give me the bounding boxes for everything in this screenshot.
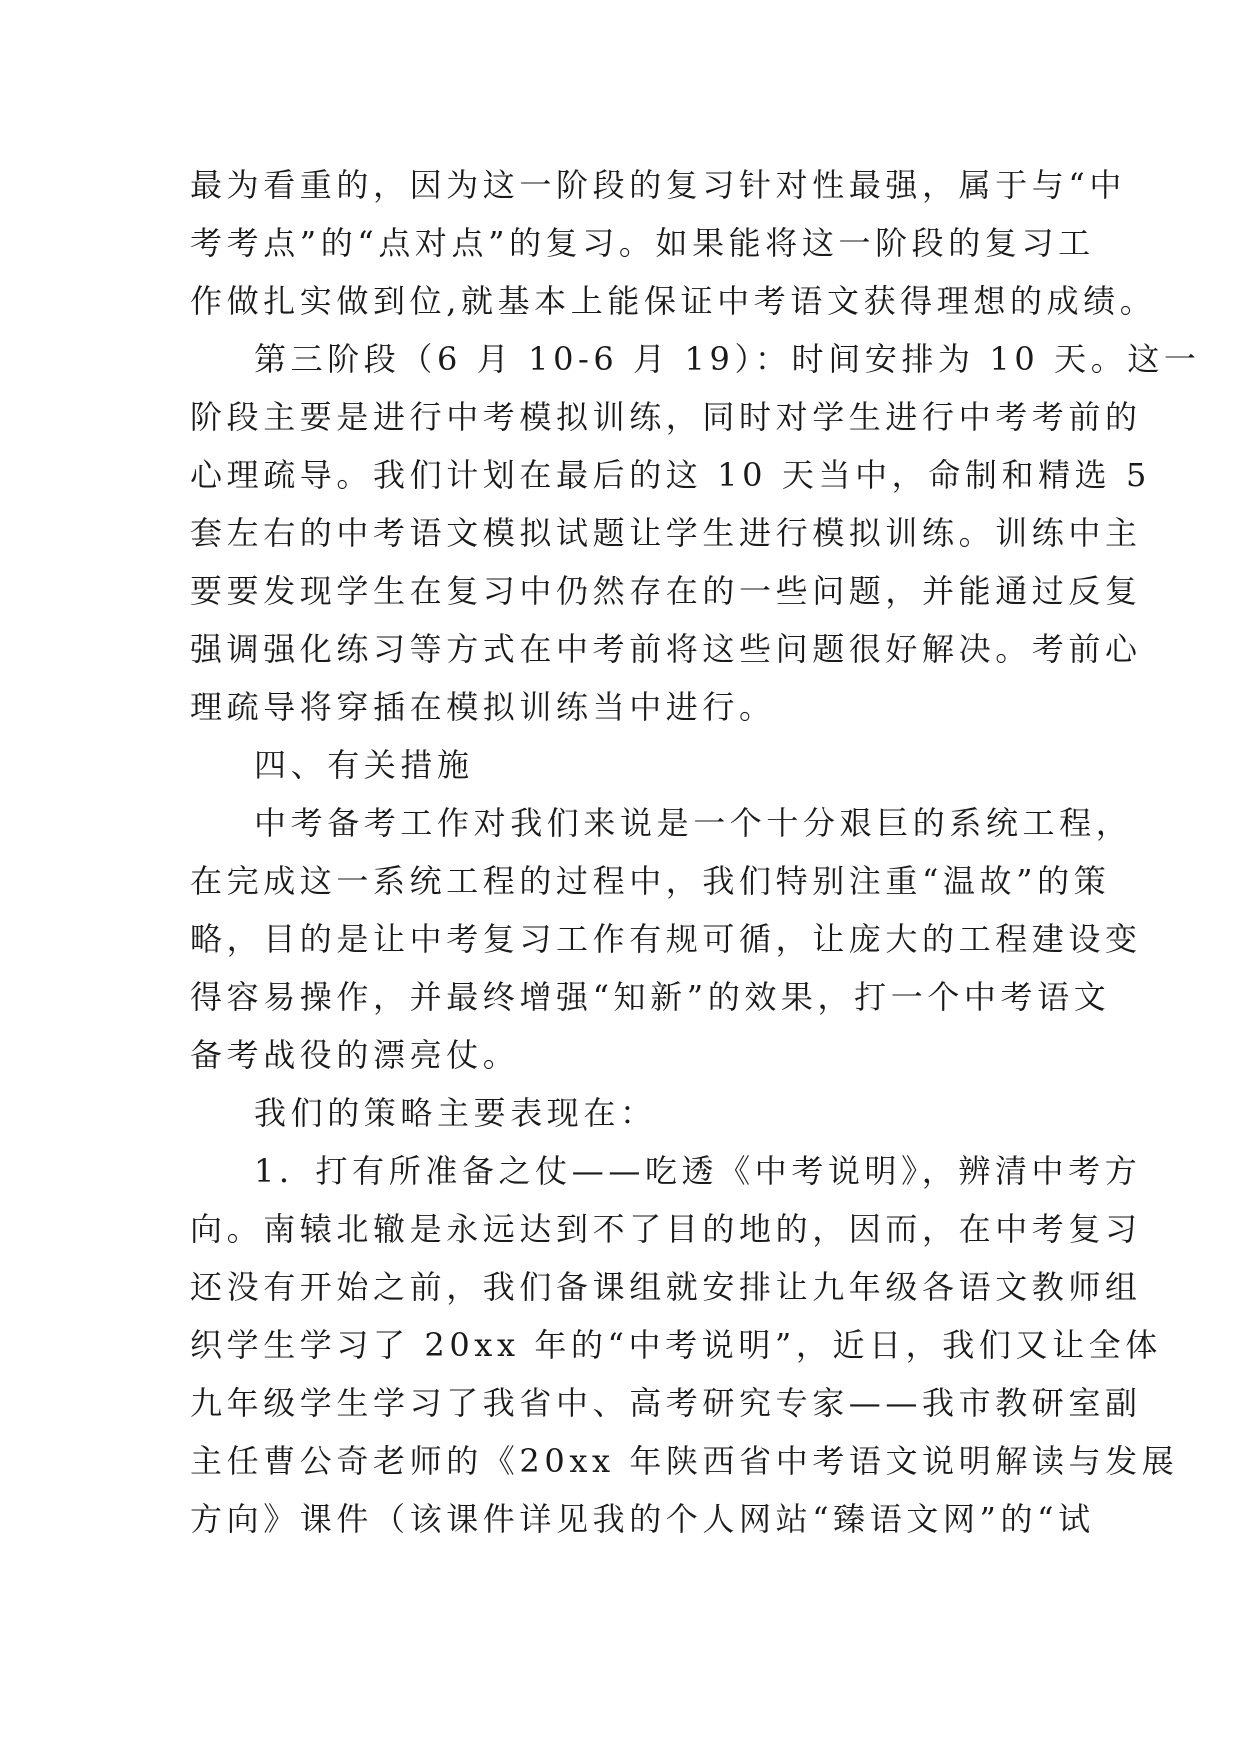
text-line: 第三阶段（6 月 10-6 月 19）：时间安排为 10 天。这一 bbox=[254, 340, 1201, 378]
text-line: 套左右的中考语文模拟试题让学生进行模拟训练。训练中主 bbox=[190, 514, 1142, 552]
text-line: 向。南辕北辙是永远达到不了目的地的，因而，在中考复习 bbox=[190, 1210, 1142, 1248]
text-line: 略，目的是让中考复习工作有规可循，让庞大的工程建设变 bbox=[190, 920, 1142, 958]
text-line: 主任曹公奇老师的《20xx 年陕西省中考语文说明解读与发展 bbox=[190, 1442, 1179, 1480]
text-line: 理疏导将穿插在模拟训练当中进行。 bbox=[190, 688, 776, 726]
text-line: 在完成这一系统工程的过程中，我们特别注重“温故”的策 bbox=[190, 862, 1111, 900]
text-line: 我们的策略主要表现在： bbox=[254, 1094, 657, 1132]
text-line: 还没有开始之前，我们备课组就安排让九年级各语文教师组 bbox=[190, 1268, 1142, 1306]
text-line: 最为看重的，因为这一阶段的复习针对性最强，属于与“中 bbox=[190, 166, 1126, 204]
text-line: 心理疏导。我们计划在最后的这 10 天当中，命制和精选 5 bbox=[190, 456, 1151, 494]
section-heading: 四、有关措施 bbox=[254, 746, 474, 784]
text-line: 方向》课件（该课件详见我的个人网站“臻语文网”的“试 bbox=[190, 1500, 1095, 1538]
text-line: 织学生学习了 20xx 年的“中考说明”，近日，我们又让全体 bbox=[190, 1326, 1162, 1364]
text-line: 作做扎实做到位,就基本上能保证中考语文获得理想的成绩。 bbox=[190, 282, 1157, 320]
text-line: 备考战役的漂亮仗。 bbox=[190, 1036, 520, 1074]
text-line: 要要发现学生在复习中仍然存在的一些问题，并能通过反复 bbox=[190, 572, 1142, 610]
text-line: 中考备考工作对我们来说是一个十分艰巨的系统工程， bbox=[254, 804, 1133, 842]
text-line: 强调强化练习等方式在中考前将这些问题很好解决。考前心 bbox=[190, 630, 1142, 668]
text-line: 考考点”的“点对点”的复习。如果能将这一阶段的复习工 bbox=[190, 224, 1095, 262]
text-line: 阶段主要是进行中考模拟训练，同时对学生进行中考考前的 bbox=[190, 398, 1142, 436]
text-line: 得容易操作，并最终增强“知新”的效果，打一个中考语文 bbox=[190, 978, 1111, 1016]
text-line: 1．打有所准备之仗——吃透《中考说明》，辨清中考方 bbox=[254, 1152, 1142, 1190]
text-line: 九年级学生学习了我省中、高考研究专家——我市教研室副 bbox=[190, 1384, 1142, 1422]
